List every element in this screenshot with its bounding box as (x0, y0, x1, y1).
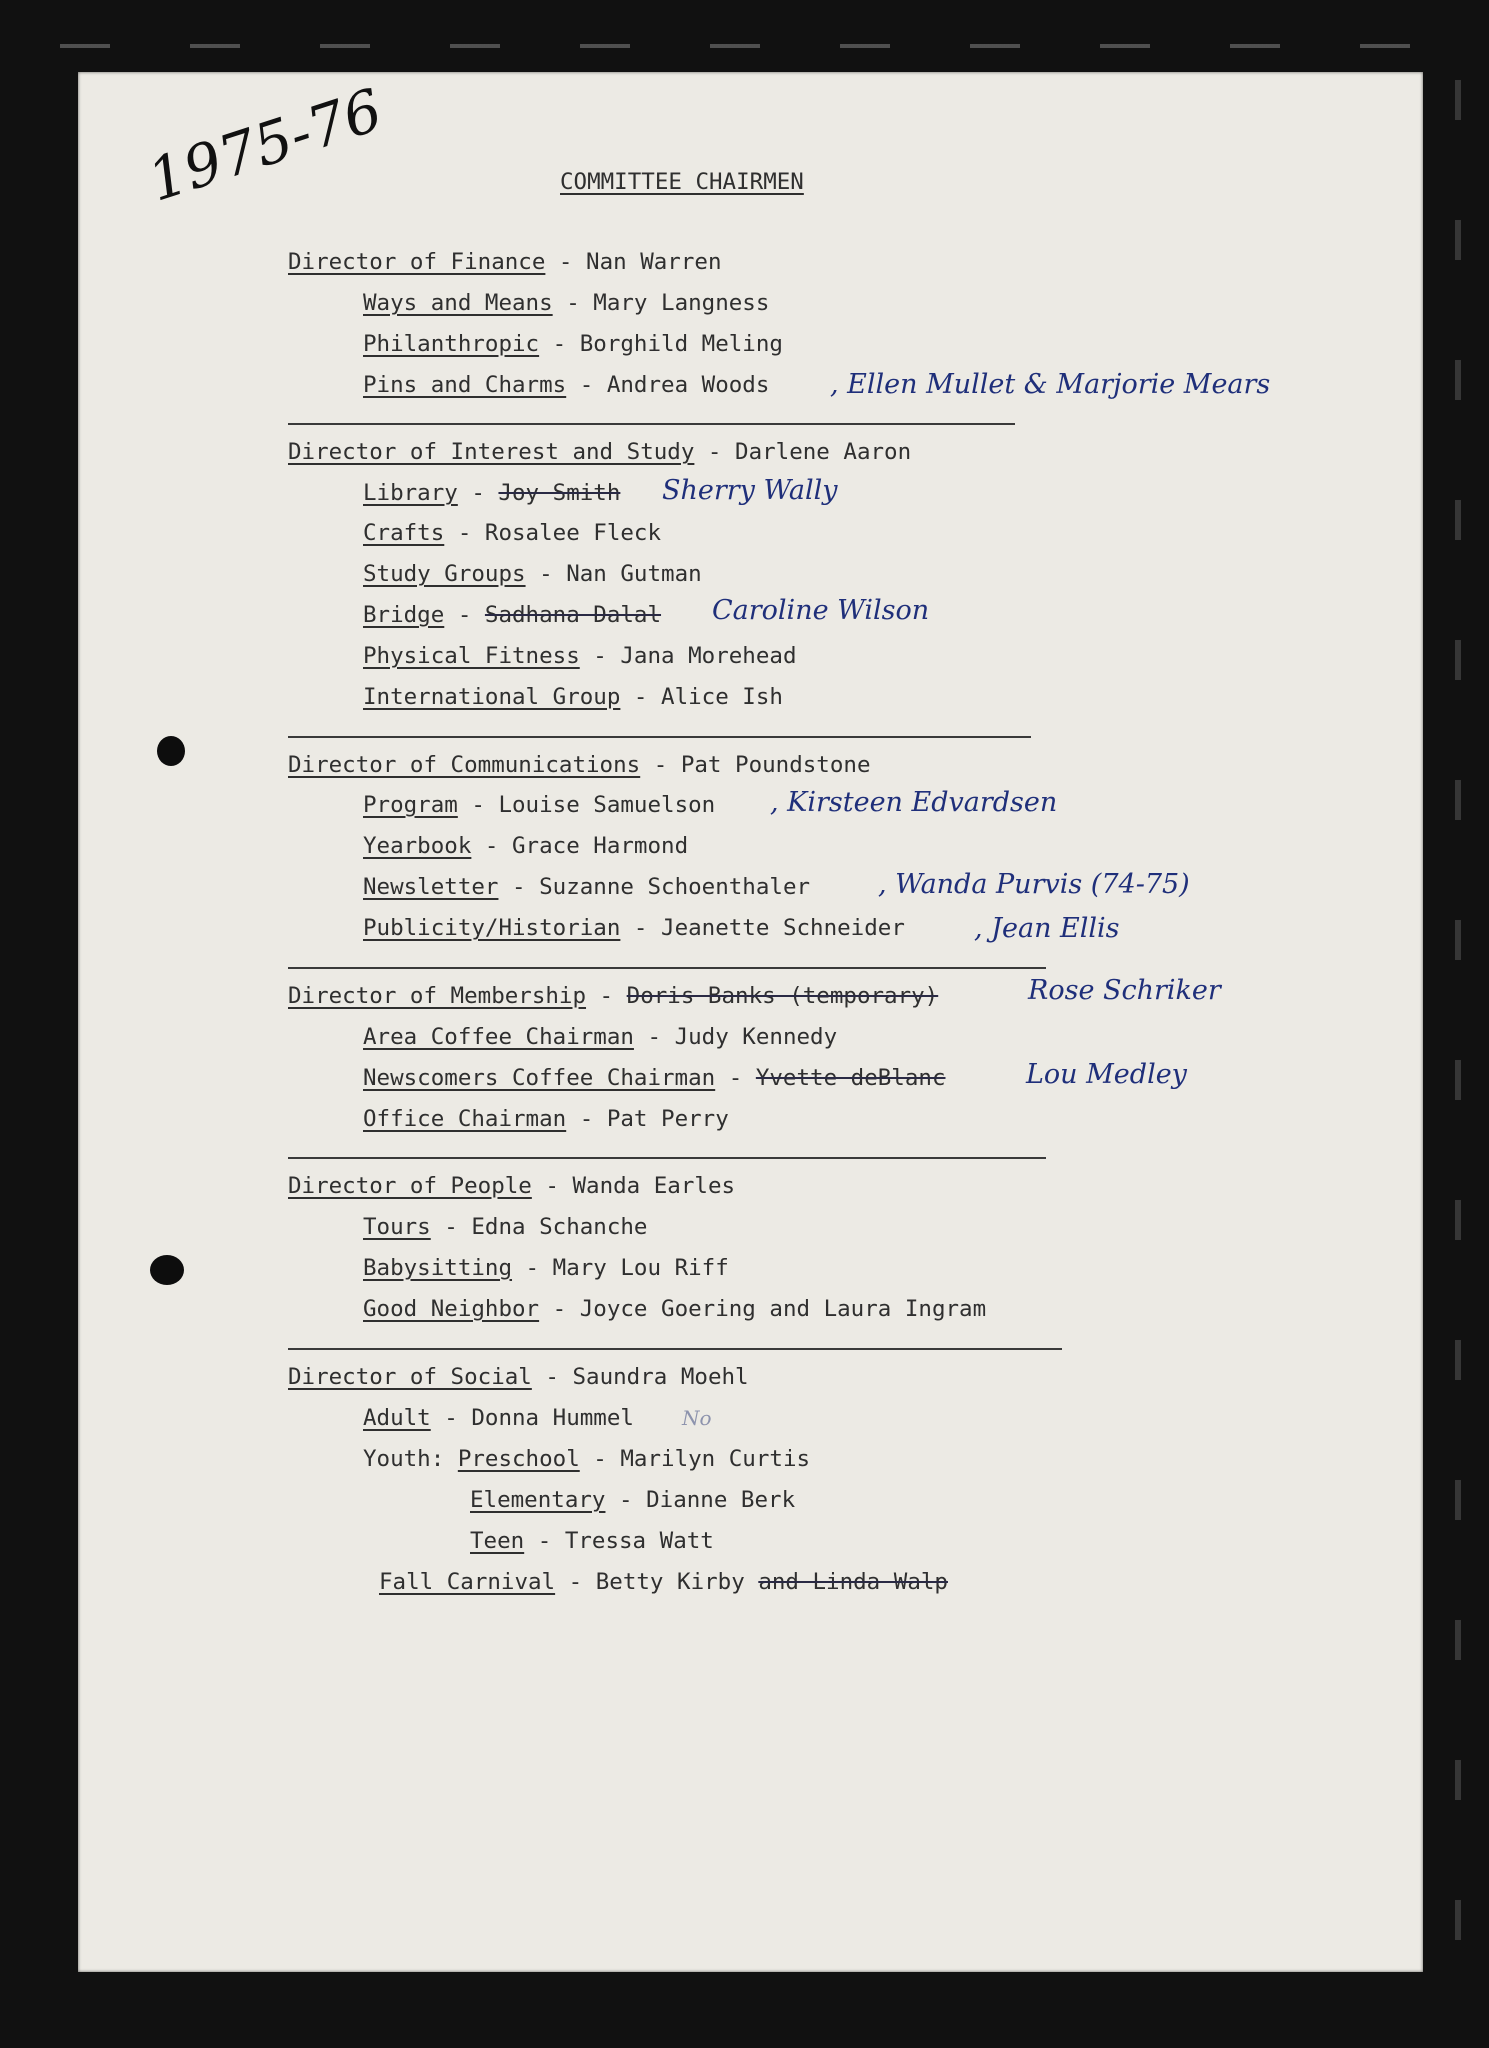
handwritten-addition: , Kirsteen Edvardsen (770, 787, 1058, 818)
committee-line: Ways and Means - Mary Langness (363, 290, 770, 316)
handwritten-addition: Sherry Wally (662, 475, 838, 506)
committee-line: Bridge - Sadhana Dalal (363, 602, 662, 628)
handwritten-addition: , Jean Ellis (974, 913, 1120, 944)
director-line: Director of Membership - Doris Banks (temporary) (288, 983, 939, 1009)
committee-line: Youth: Preschool - Marilyn Curtis (363, 1446, 811, 1472)
committee-line: Adult - Donna Hummel (363, 1405, 634, 1431)
director-line: Director of Interest and Study - Darlene Aaron (288, 439, 912, 465)
scanner-ruler-top (60, 44, 1430, 48)
committee-line: Publicity/Historian - Jeanette Schneider (363, 915, 905, 941)
committee-line: Fall Carnival - Betty Kirby and Linda Walp (379, 1569, 948, 1595)
handwritten-addition: Caroline Wilson (712, 595, 930, 626)
handwritten-addition: , Wanda Purvis (74-75) (878, 869, 1190, 900)
section-divider (288, 736, 1031, 738)
section-divider (288, 1348, 1062, 1350)
section-divider (288, 1157, 1046, 1159)
section-divider (288, 967, 1046, 969)
punch-hole-icon (150, 1255, 184, 1285)
committee-line: Program - Louise Samuelson (363, 792, 716, 818)
committee-line: Elementary - Dianne Berk (470, 1487, 796, 1513)
committee-line: Philanthropic - Borghild Meling (363, 331, 783, 357)
handwritten-addition: No (682, 1406, 712, 1430)
scanner-ruler-right (1455, 80, 1461, 1960)
punch-hole-icon (157, 736, 185, 766)
director-line: Director of Finance - Nan Warren (288, 249, 722, 275)
handwritten-addition: Lou Medley (1026, 1059, 1187, 1090)
committee-line: Yearbook - Grace Harmond (363, 833, 689, 859)
committee-line: Crafts - Rosalee Fleck (363, 520, 662, 546)
committee-line: Study Groups - Nan Gutman (363, 561, 702, 587)
handwritten-addition: , Ellen Mullet & Marjorie Mears (830, 369, 1271, 400)
committee-line: Newsletter - Suzanne Schoenthaler (363, 874, 811, 900)
handwritten-addition: Rose Schriker (1028, 975, 1221, 1006)
committee-line: Physical Fitness - Jana Morehead (363, 643, 797, 669)
committee-line: Office Chairman - Pat Perry (363, 1106, 729, 1132)
committee-line: Babysitting - Mary Lou Riff (363, 1255, 729, 1281)
committee-line: Tours - Edna Schanche (363, 1214, 648, 1240)
committee-line: Library - Joy Smith (363, 480, 621, 506)
committee-line: Newscomers Coffee Chairman - Yvette deBlanc (363, 1065, 946, 1091)
committee-line: Teen - Tressa Watt (470, 1528, 714, 1554)
committee-line: Good Neighbor - Joyce Goering and Laura Ingram (363, 1296, 987, 1322)
page-title: COMMITTEE CHAIRMEN (560, 169, 804, 195)
committee-line: International Group - Alice Ish (363, 684, 783, 710)
director-line: Director of People - Wanda Earles (288, 1173, 736, 1199)
committee-line: Pins and Charms - Andrea Woods (363, 372, 770, 398)
director-line: Director of Communications - Pat Poundstone (288, 752, 871, 778)
section-divider (288, 423, 1015, 425)
committee-line: Area Coffee Chairman - Judy Kennedy (363, 1024, 838, 1050)
director-line: Director of Social - Saundra Moehl (288, 1364, 749, 1390)
handwritten-year-note: 1975-76 (140, 75, 391, 215)
